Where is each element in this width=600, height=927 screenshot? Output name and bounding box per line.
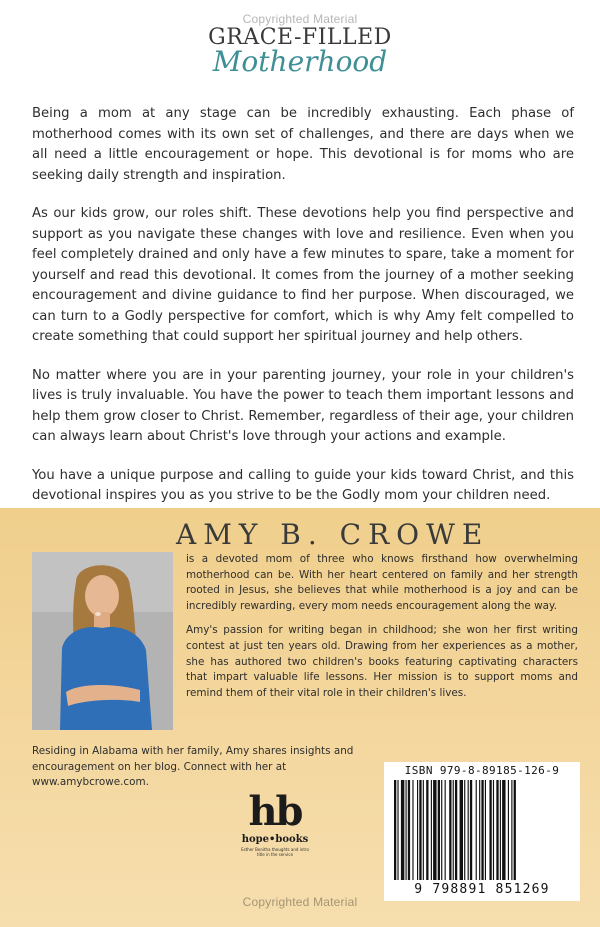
barcode-bar xyxy=(493,780,494,880)
barcode-bar xyxy=(500,780,501,880)
barcode-bar xyxy=(408,780,410,880)
barcode-bar xyxy=(431,780,432,880)
publisher-name: hope•books xyxy=(241,834,309,845)
author-bio-closing: Residing in Alabama with her family, Amy shares insights and encouragement on her blog. Connect with her at www.amybcrowe.com. xyxy=(32,745,354,789)
author-photo-illustration xyxy=(32,552,173,730)
author-photo xyxy=(32,552,173,730)
watermark-bottom: Copyrighted Material xyxy=(242,895,358,909)
blurb-paragraph-3: No matter where you are in your parenting journey, your role in your children's lives is truly invaluable. You have the power to teach them important lessons and help them grow closer to Christ. Remember, regardless of their age, your children can always learn about Christ's love through your actions and example. xyxy=(32,367,574,444)
series-logo-script: Motherhood xyxy=(212,45,388,78)
barcode-bar xyxy=(502,780,505,880)
barcode-bar xyxy=(412,780,413,880)
isbn-digits: 9 798891 851269 xyxy=(414,882,550,897)
publisher-tagline: Esther Bonitha thoughts and intro title in the service xyxy=(241,847,309,857)
barcode-bar xyxy=(489,780,491,880)
author-bio xyxy=(186,552,578,710)
barcode-bar xyxy=(485,780,486,880)
barcode-bar xyxy=(496,780,498,880)
barcode-bar xyxy=(453,780,454,880)
watermark-top: Copyrighted Material xyxy=(242,12,358,26)
barcode-bar xyxy=(417,780,418,880)
barcode-bar xyxy=(476,780,477,880)
barcode-bar xyxy=(460,780,463,880)
barcode-bar xyxy=(401,780,404,880)
barcode-bar xyxy=(394,780,396,880)
barcode-bar xyxy=(441,780,442,880)
isbn-label: ISBN 979-8-89185-126-9 xyxy=(404,764,560,777)
author-bio-paragraph-2: Amy's passion for writing began in childhood; she won her first writing contest at just ten years old. Drawing from her experiences as a mother, she has authored two children's books featuring captivating characters that impart valuable life lessons. Her mission is to support moms and remind them of their vital role in their children's lives. xyxy=(186,624,578,699)
publisher-logo xyxy=(240,788,310,857)
barcode-bar xyxy=(406,780,407,880)
series-logo xyxy=(0,26,600,78)
barcode-bar xyxy=(455,780,457,880)
barcode-bar xyxy=(479,780,480,880)
barcode-bar xyxy=(438,780,440,880)
blurb-paragraph-4: You have a unique purpose and calling to guide your kids toward Christ, and this devotional inspires you as you strive to be the Godly mom your children need. xyxy=(32,467,574,503)
blurb-paragraph-2: As our kids grow, our roles shift. These devotions help you find perspective and support as you navigate these changes with love and resilience. Even when you feel completely drained and only have a few minutes to spare, take a moment for yourself and read this devotional. It comes from the journey of a mother seeking encouragement and divine guidance to find her purpose. When discouraged, we can turn to a Godly perspective for comfort, which is why Amy felt compelled to create something that could support her spiritual journey and help others. xyxy=(32,206,574,344)
barcode-bar xyxy=(508,780,509,880)
back-cover-blurb xyxy=(32,104,574,525)
barcode-bar xyxy=(468,780,469,880)
barcode-bar xyxy=(511,780,512,880)
barcode-bar xyxy=(481,780,483,880)
barcode-bar xyxy=(449,780,451,880)
barcode-bar xyxy=(423,780,424,880)
publisher-mark: hb xyxy=(248,788,302,835)
barcode-bar xyxy=(419,780,421,880)
series-logo-title: GRACE-FILLED xyxy=(208,25,392,50)
blurb-paragraph-1: Being a mom at any stage can be incredibly exhausting. Each phase of motherhood comes with its own set of challenges, and there are days when we all need a little encouragement or hope. This devotional is for moms who are seeking daily strength and inspiration. xyxy=(32,106,574,183)
isbn-barcode xyxy=(384,762,580,901)
barcode-bar xyxy=(426,780,428,880)
barcode-bar xyxy=(514,780,516,880)
author-name: AMY B. CROWE xyxy=(176,518,490,551)
barcode-bar xyxy=(470,780,472,880)
barcode-bar xyxy=(445,780,446,880)
barcode-bar xyxy=(464,780,465,880)
barcode-bar xyxy=(397,780,398,880)
author-bio-paragraph-1: is a devoted mom of three who knows firsthand how overwhelming motherhood can be. With her heart centered on family and her strength rooted in Jesus, she believes that while motherhood is a joy and can be incredibly rewarding, every mom needs encouragement along the way. xyxy=(186,553,578,612)
barcode-icon xyxy=(392,780,572,884)
barcode-bar xyxy=(433,780,436,880)
